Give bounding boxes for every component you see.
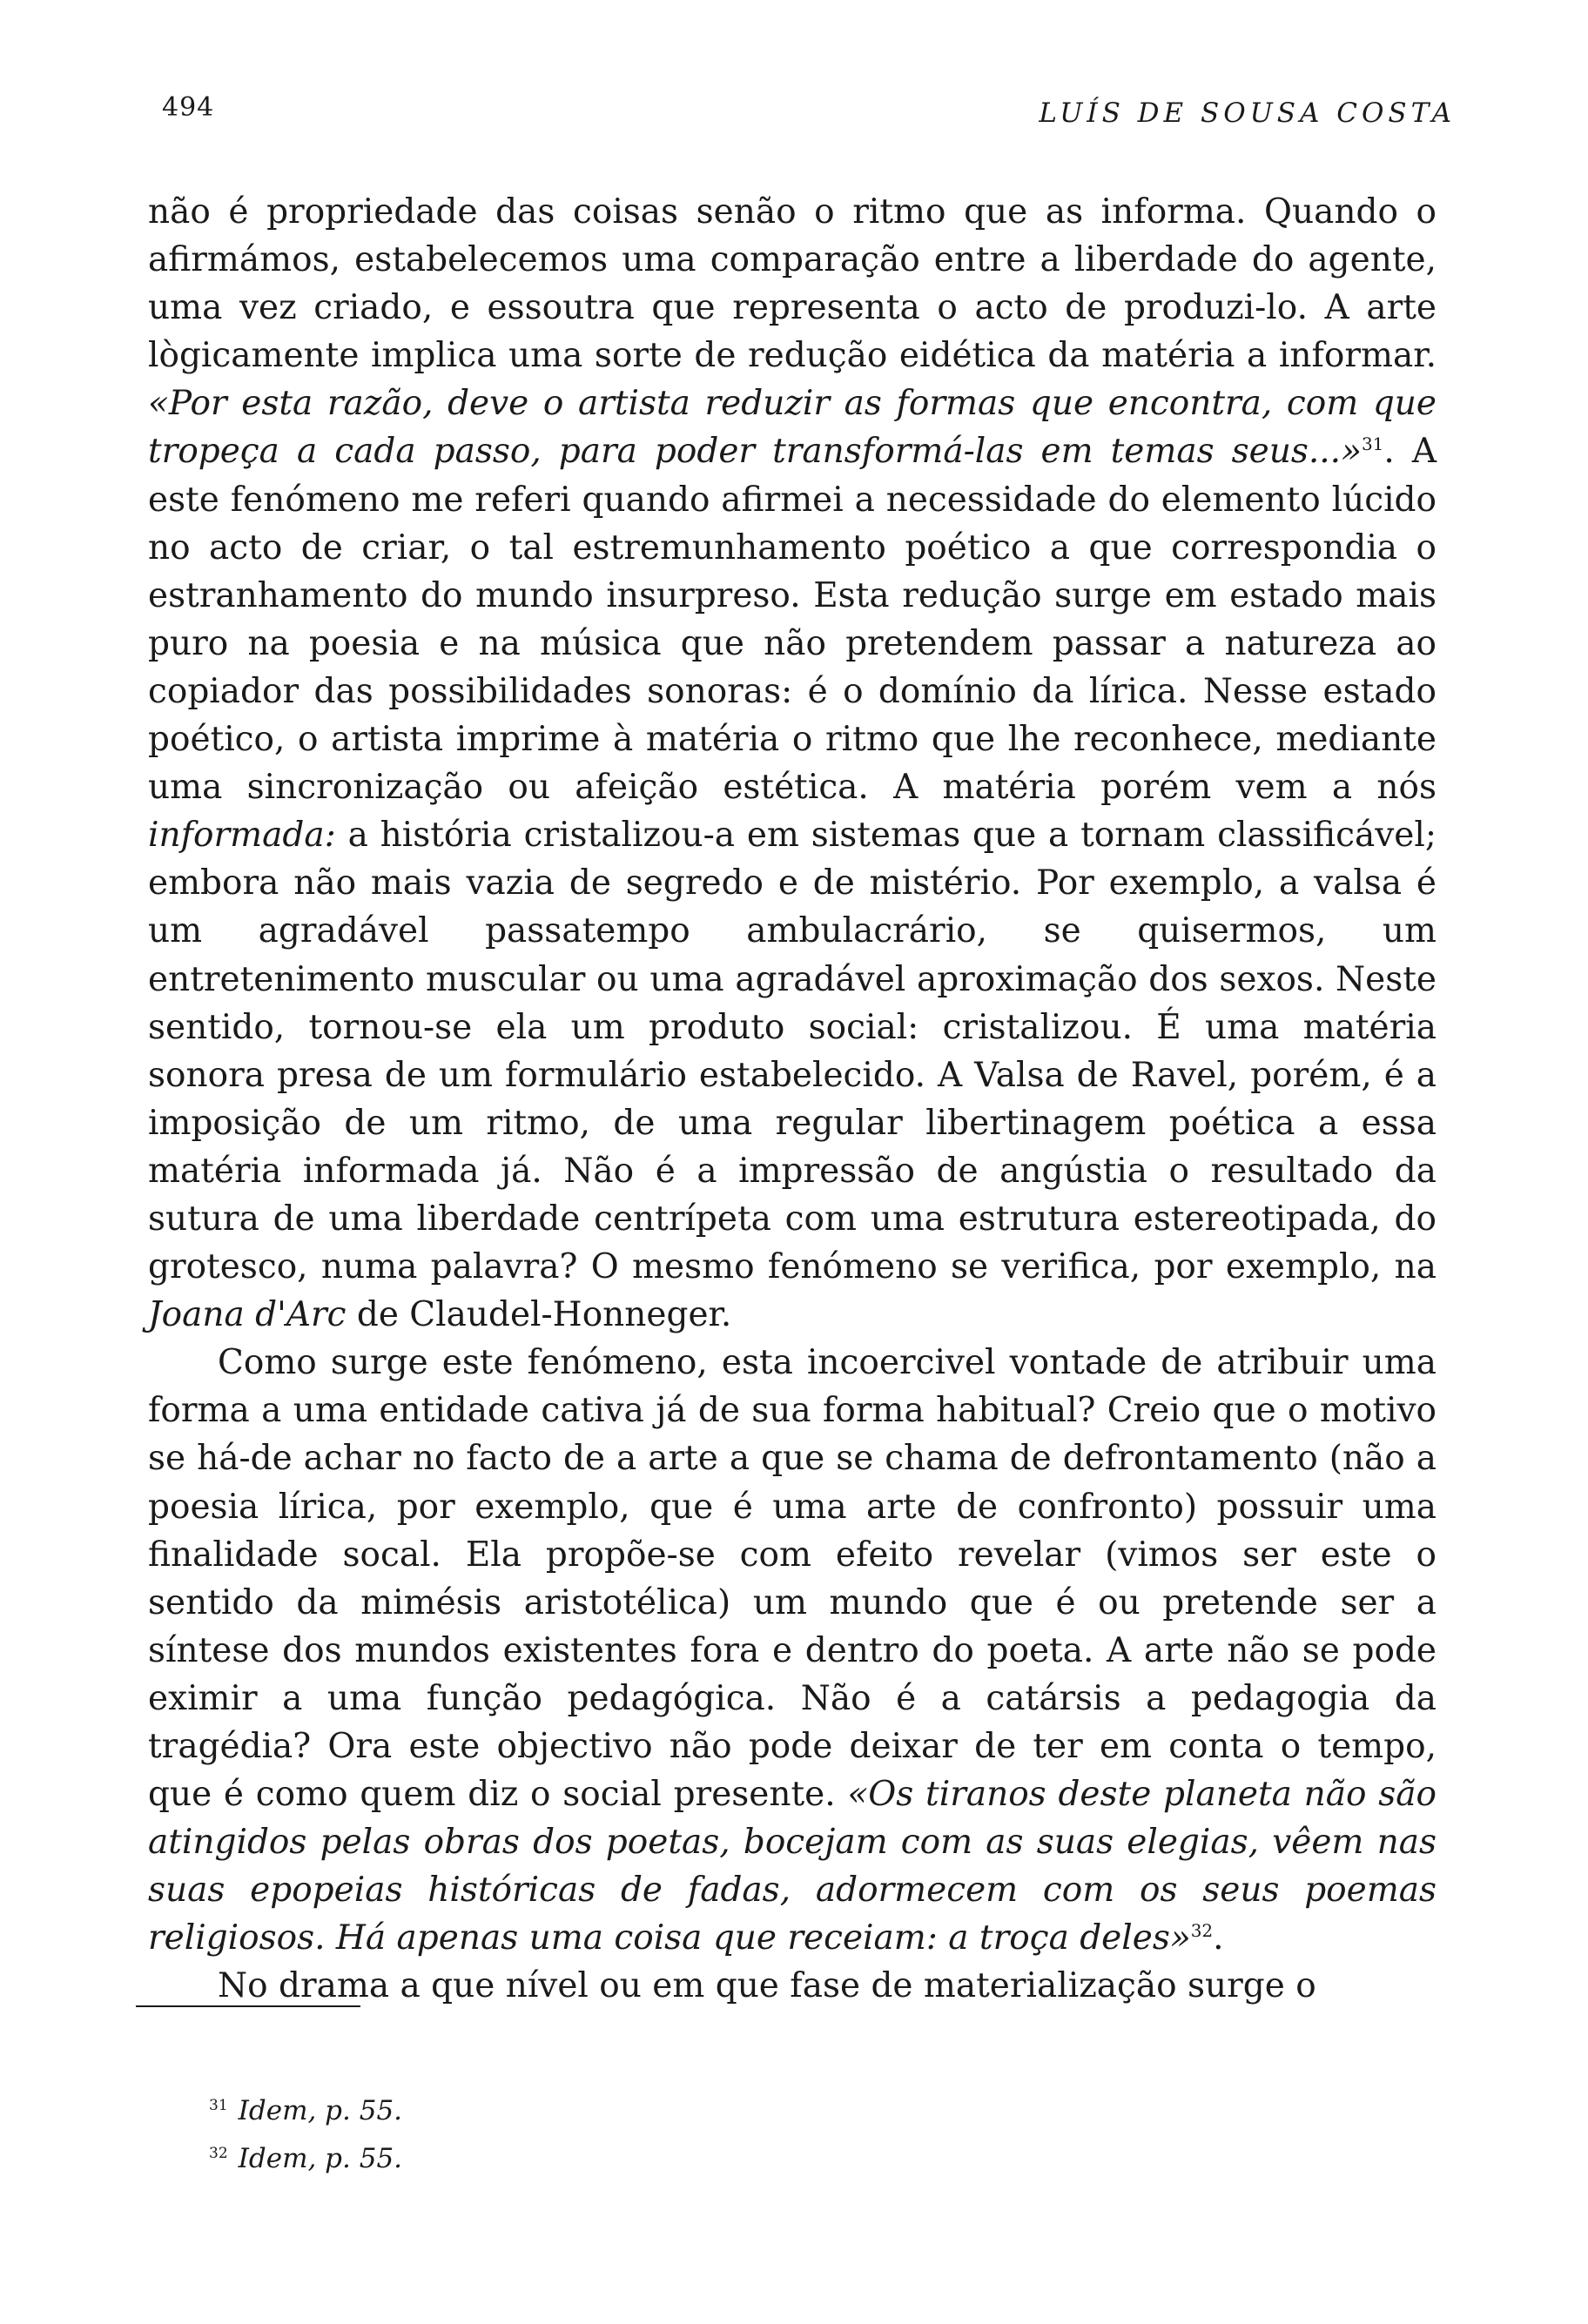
footnote-number: 31 bbox=[209, 2096, 228, 2114]
paragraph-1-text-2: . A este fenómeno me referi quando afirmei a necessidade do elemento lúcido no acto de criar, o tal estremunhamento poético a que correspondia o estranhamento do mundo insurpreso. Esta redução surge em estado mais puro na poesia e na música que não pretendem passar a natureza ao copiador das possibilidades sonoras: é o domínio da lírica. Nesse estado poético, o artista imprime à matéria o ritmo que lhe reconhece, mediante uma sincronização ou afeição estética. A matéria porém vem a nós bbox=[148, 432, 1437, 808]
footnote-ref-31: 31 bbox=[1361, 433, 1384, 455]
paragraph-1-text-3: a história cristalizou-a em sistemas que a tornam classificável; embora não mais vazia de segredo e de mistério. Por exemplo, a valsa é um agradável passatempo ambulacrário, se quisermos, um entretenimento muscular ou uma agradável aproximação dos sexos. Neste sentido, tornou-se ela um produto social: cristalizou. É uma matéria sonora presa de um formulário estabelecido. A Valsa de Ravel, porém, é a imposição de um ritmo, de uma regular libertinagem poética a essa matéria informada já. Não é a impressão de angústia o resultado da sutura de uma liberdade centrípeta com uma estrutura estereotipada, do grotesco, numa palavra? O mesmo fenómeno se verifica, por exemplo, na bbox=[148, 816, 1437, 1287]
footnote-rule bbox=[136, 2005, 360, 2007]
footnotes bbox=[209, 2087, 402, 2183]
paragraph-1 bbox=[148, 188, 1437, 1339]
paragraph-3-text-1: No drama a que nível ou em que fase de materialização surge o bbox=[218, 1966, 1316, 2006]
footnote-31 bbox=[209, 2087, 402, 2135]
paragraph-1-text-1: não é propriedade das coisas senão o ritmo que as informa. Quando o afirmámos, estabelecemos uma comparação entre a liberdade do agente, uma vez criado, e essoutra que representa o acto de produzi-lo. A arte lògicamente implica uma sorte de redução eidética da matéria a informar. bbox=[148, 192, 1437, 376]
work-title-joana-darc: Joana d'Arc bbox=[148, 1295, 347, 1335]
footnote-32 bbox=[209, 2135, 402, 2183]
running-head: LUÍS DE SOUSA COSTA bbox=[1039, 97, 1456, 129]
paragraph-3 bbox=[148, 1962, 1437, 2010]
footnote-text: Idem, p. 55. bbox=[238, 2095, 403, 2126]
footnote-number: 32 bbox=[209, 2144, 228, 2162]
page-number: 494 bbox=[162, 92, 215, 123]
body-text bbox=[148, 188, 1437, 2011]
emphasis-informada: informada: bbox=[148, 816, 336, 856]
paragraph-2 bbox=[148, 1339, 1437, 1962]
paragraph-1-text-4: de Claudel-Honneger. bbox=[346, 1295, 732, 1335]
footnote-text: Idem, p. 55. bbox=[238, 2143, 403, 2174]
quotation-1: «Por esta razão, deve o artista reduzir as formas que encontra, com que tropeça a cada passo, para poder transformá-las em temas seus...» bbox=[148, 384, 1437, 472]
paragraph-2-text-2: . bbox=[1213, 1918, 1224, 1958]
quotation-2: «Os tiranos deste planeta não são atingidos pelas obras dos poetas, bocejam com as suas elegias, vêem nas suas epopeias históricas de fadas, adormecem com os seus poemas religiosos. Há apenas uma coisa que receiam: a troça deles» bbox=[148, 1775, 1437, 1958]
footnote-ref-32: 32 bbox=[1190, 1920, 1214, 1942]
paragraph-2-text-1: Como surge este fenómeno, esta incoercivel vontade de atribuir uma forma a uma entidade cativa já de sua forma habitual? Creio que o motivo se há-de achar no facto de a arte a que se chama de defrontamento (não a poesia lírica, por exemplo, que é uma arte de confronto) possuir uma finalidade socal. Ela propõe-se com efeito revelar (vimos ser este o sentido da mimésis aristotélica) um mundo que é ou pretende ser a síntese dos mundos existentes fora e dentro do poeta. A arte não se pode eximir a uma função pedagógica. Não é a catársis a pedagogia da tragédia? Ora este objectivo não pode deixar de ter em conta o tempo, que é como quem diz o social presente. bbox=[148, 1343, 1437, 1815]
